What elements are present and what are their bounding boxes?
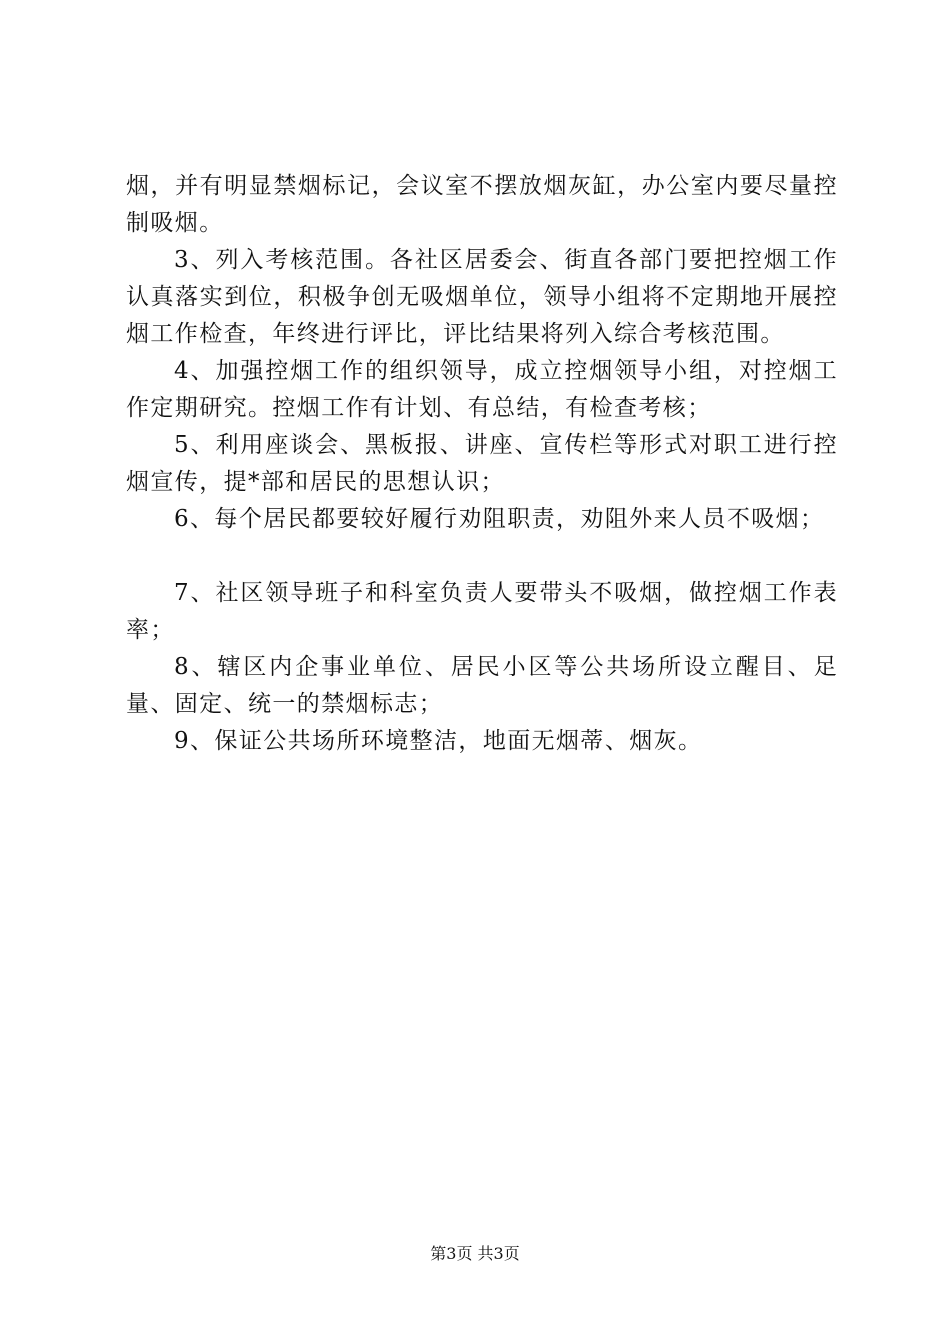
paragraph-item-5: 5、利用座谈会、黑板报、讲座、宣传栏等形式对职工进行控烟宣传，提*部和居民的思想认识； — [126, 432, 838, 495]
paragraph-item-6: 6、每个居民都要较好履行劝阻职责，劝阻外来人员不吸烟； — [174, 506, 825, 532]
paragraph-item-8: 8、辖区内企事业单位、居民小区等公共场所设立醒目、足量、固定、统一的禁烟标志； — [126, 654, 838, 717]
paragraph-item-9: 9、保证公共场所环境整洁，地面无烟蒂、烟灰。 — [174, 728, 703, 754]
document-body — [126, 168, 838, 760]
paragraph-item-3: 3、列入考核范围。各社区居委会、街直各部门要把控烟工作认真落实到位，积极争创无吸烟单位，领导小组将不定期地开展控烟工作检查，年终进行评比，评比结果将列入综合考核范围。 — [126, 247, 838, 347]
paragraph-continuation: 烟，并有明显禁烟标记，会议室不摆放烟灰缸，办公室内要尽量控制吸烟。 — [126, 173, 838, 236]
page-number-footer: 第3页 共3页 — [430, 1244, 520, 1263]
paragraph-item-7: 7、社区领导班子和科室负责人要带头不吸烟，做控烟工作表率； — [126, 580, 838, 643]
paragraph-item-4: 4、加强控烟工作的组织领导，成立控烟领导小组，对控烟工作定期研究。控烟工作有计划、有总结，有检查考核； — [126, 358, 838, 421]
